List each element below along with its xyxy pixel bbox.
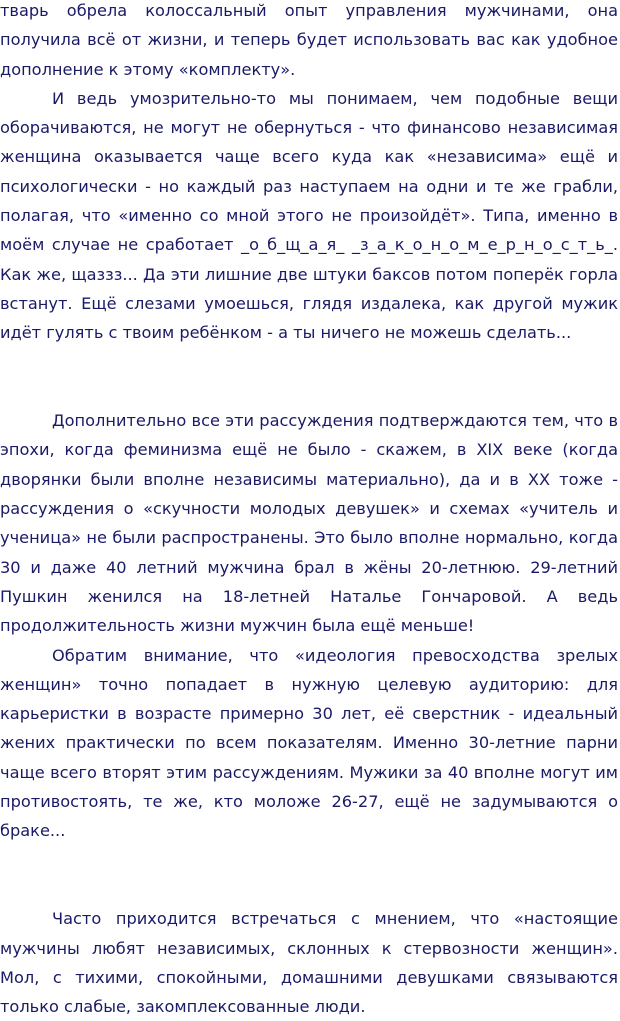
paragraph-spacer (0, 348, 618, 407)
paragraph-continuation: тварь обрела колоссальный опыт управления мужчинами, она получила всё от жизни, и теперь будет использовать вас как удобное дополнение к этому «комплекту». (0, 1, 618, 79)
paragraph: Дополнительно все эти рассуждения подтверждаются тем, что в эпохи, когда феминизма ещё не было - скажем, в XIX веке (когда дворянки были вполне независимы материально), да и в XX тоже - рассуждения о «скучности молодых девушек» и схемах «учитель и ученица» не были распространены. Это было вполне нормально, когда 30 и даже 40 летний мужчина брал в жёны 20-летнюю. 29-летний Пушкин женился на 18-летней Наталье Гончаровой. А ведь продолжительность жизни мужчин была ещё меньше! (0, 411, 618, 636)
paragraph: И ведь умозрительно-то мы понимаем, чем подобные вещи оборачиваются, не могут не обернуться - что финансово независимая женщина оказывается чаще всего куда как «независима» ещё и психологически - но каждый раз наступаем на одни и те же грабли, полагая, что «именно со мной этого не произойдёт». Типа, именно в моём случае не сработает _о_б_щ_а_я_ _з_а_к_о_н_о_м_е_р_н_о_с_т_ь_. Как же, щаззз... Да эти лишние две штуки баксов потом поперёк горла встанут. Ещё слезами умоешься, глядя издалека, как другой мужик идёт гулять с твоим ребёнком - а ты ничего не можешь сделать... (0, 88, 618, 343)
paragraph-spacer (0, 846, 618, 905)
paragraph: Часто приходится встречаться с мнением, что «настоящие мужчины любят независимых, склонных к стервозности женщин». Мол, с тихими, спокойными, домашними девушками связываются только слабые, закомплексованные люди. (0, 909, 618, 1017)
paragraph: Обратим внимание, что «идеология превосходства зрелых женщин» точно попадает в нужную целевую аудиторию: для карьеристки в возрасте примерно 30 лет, её сверстник - идеальный жених практически по всем показателям. Именно 30-летние парни чаще всего вторят этим рассуждениям. Мужики за 40 вполне могут им противостоять, те же, кто моложе 26-27, ещё не задумываются о браке... (0, 645, 618, 841)
